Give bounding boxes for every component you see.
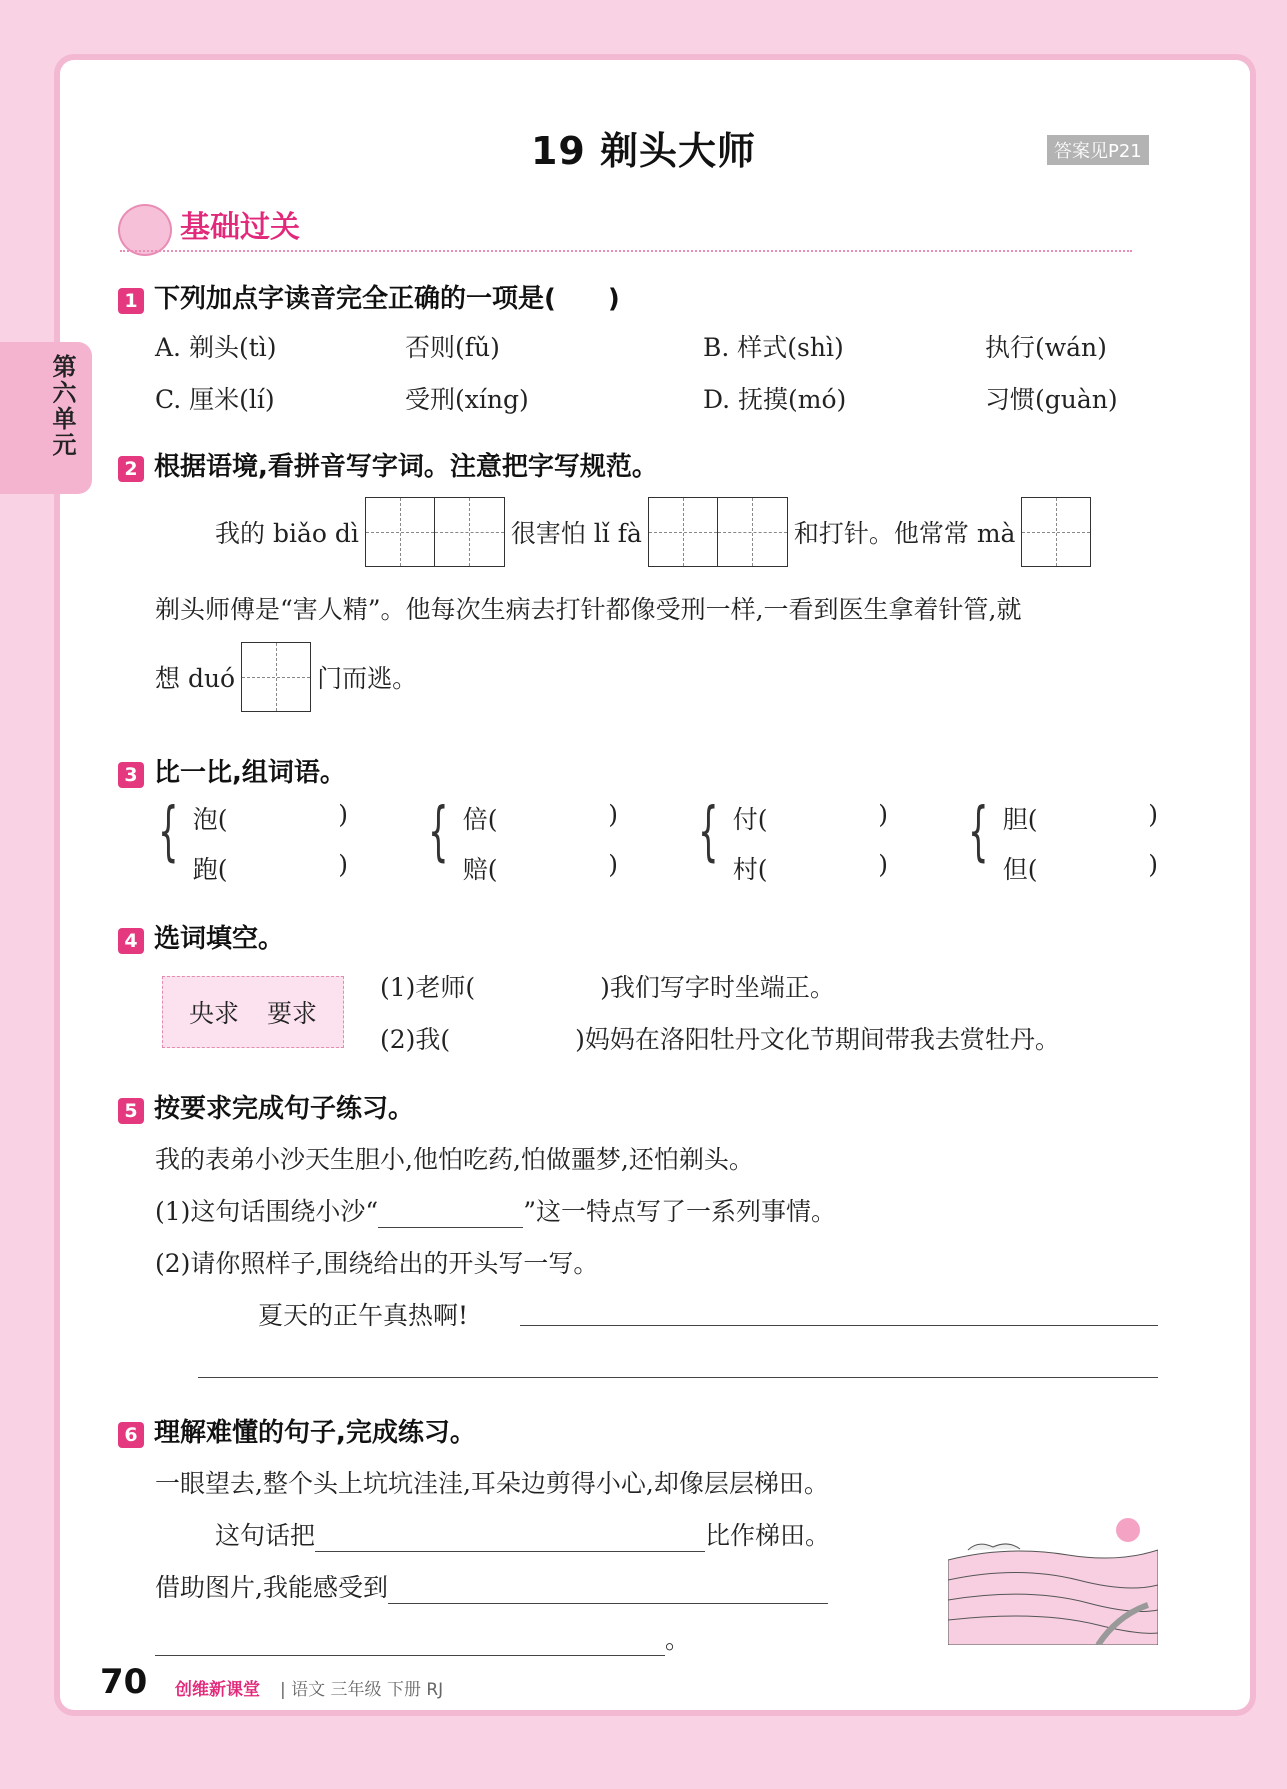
example-sentence: 我的表弟小沙天生胆小,他怕吃药,怕做噩梦,还怕剃头。 [155, 1145, 754, 1174]
option-d-extra: 习惯(guàn) [985, 385, 1118, 414]
writing-grid-lifa[interactable] [648, 497, 788, 567]
question-title: 比一比,组词语。 [154, 758, 346, 788]
page-number: 70 [100, 1662, 148, 1702]
char-bottom: 赔( [462, 855, 498, 884]
question-title: 根据语境,看拼音写字词。注意把字写规范。 [154, 452, 658, 482]
word-pair: { 付( ) 村( ) [698, 795, 888, 884]
word-pair: { 胆( ) 但( ) [968, 795, 1158, 884]
char-top: 倍( [462, 805, 498, 834]
option-a-extra: 否则(fǔ) [405, 333, 500, 362]
question-title: 按要求完成句子练习。 [154, 1094, 415, 1124]
pinyin-text: 我的 biǎo dì [215, 519, 359, 548]
pinyin-line-3 [155, 642, 417, 712]
unit-tab-label: 第六单元 [48, 354, 76, 458]
option-c-extra: 受刑(xíng) [405, 385, 529, 414]
question-2-title-row [118, 446, 658, 483]
fill-line-1: 这句话把 比作梯田。 [215, 1521, 831, 1550]
option-a: A. 剃头(tì) [155, 333, 277, 362]
char-top: 泡( [192, 805, 228, 834]
char-top: 付( [732, 805, 768, 834]
footer-meta: | 语文 三年级 下册 RJ [280, 1680, 444, 1700]
question-6-title-row [118, 1412, 476, 1449]
answer-line[interactable] [520, 1325, 1158, 1326]
char-top: 胆( [1002, 805, 1038, 834]
pinyin-text: 和打针。他常常 mà [793, 519, 1016, 548]
pinyin-line-1 [215, 497, 1091, 567]
quoted-sentence: 一眼望去,整个头上坑坑洼洼,耳朵边剪得小心,却像层层梯田。 [155, 1469, 829, 1498]
answer-line[interactable] [198, 1377, 1158, 1378]
question-1-title-row [118, 278, 620, 315]
option-b: B. 样式(shì) [703, 333, 844, 362]
passage-line: 剃头师傅是“害人精”。他每次生病去打针都像受刑一样,一看到医生拿着针管,就 [155, 595, 1022, 624]
char-bottom: 但( [1002, 855, 1038, 884]
question-number: 6 [118, 1422, 144, 1448]
question-4-title-row [118, 918, 284, 955]
question-5-title-row [118, 1088, 414, 1125]
char-bottom: 跑( [192, 855, 228, 884]
fill-line-2: 借助图片,我能感受到 [155, 1568, 828, 1604]
question-title: 下列加点字读音完全正确的一项是( ) [154, 284, 620, 314]
answer-reference-badge: 答案见P21 [1047, 135, 1149, 165]
footer-brand: 创维新课堂 [175, 1680, 260, 1700]
pinyin-text: 很害怕 lǐ fà [510, 519, 642, 548]
word-choice-box [162, 976, 344, 1048]
fill-line-3: 。 [155, 1620, 690, 1656]
question-number: 4 [118, 928, 144, 954]
word-pairs [148, 795, 1158, 886]
option-c: C. 厘米(lí) [155, 385, 275, 414]
answer-blank[interactable] [315, 1525, 705, 1552]
question-3-title-row [118, 752, 346, 789]
word-pair: { 泡( ) 跑( ) [158, 795, 348, 884]
question-number: 1 [118, 288, 144, 314]
writing-grid-duo[interactable] [241, 642, 311, 712]
terraced-field-illustration [948, 1505, 1158, 1645]
char-bottom: 村( [732, 855, 768, 884]
question-number: 5 [118, 1098, 144, 1124]
question-number: 3 [118, 762, 144, 788]
question-title: 选词填空。 [154, 924, 285, 954]
unit-tab [0, 342, 92, 494]
answer-blank[interactable] [155, 1629, 665, 1656]
writing-grid-biaodi[interactable] [365, 497, 505, 567]
answer-blank[interactable] [388, 1577, 828, 1604]
page-title: 19 剃头大师 [530, 129, 757, 173]
word-option: 央求 [188, 999, 239, 1028]
word-pair: { 倍( ) 赔( ) [428, 795, 618, 884]
section-divider [120, 250, 1132, 252]
pinyin-text: 门而逃。 [317, 664, 418, 693]
pinyin-text: 想 duó [155, 664, 236, 693]
question-title: 理解难懂的句子,完成练习。 [154, 1418, 476, 1448]
sub-question-2: (2)请你照样子,围绕给出的开头写一写。 [155, 1249, 599, 1278]
writing-grid-ma[interactable] [1021, 497, 1091, 567]
sub-question-1: (1)这句话围绕小沙“ ”这一特点写了一系列事情。 [155, 1197, 836, 1226]
answer-blank[interactable] [378, 1201, 523, 1228]
option-b-extra: 执行(wán) [985, 333, 1107, 362]
option-d: D. 抚摸(mó) [703, 385, 847, 414]
mascot-icon [118, 204, 172, 256]
sentence-start: 夏天的正午真热啊! [258, 1301, 469, 1330]
question-number: 2 [118, 456, 144, 482]
word-option: 要求 [267, 999, 318, 1028]
fill-sentence-2: (2)我( )妈妈在洛阳牡丹文化节期间带我去赏牡丹。 [380, 1025, 1060, 1054]
section-heading: 基础过关 [180, 210, 300, 245]
fill-sentence-1: (1)老师( )我们写字时坐端正。 [380, 973, 835, 1002]
